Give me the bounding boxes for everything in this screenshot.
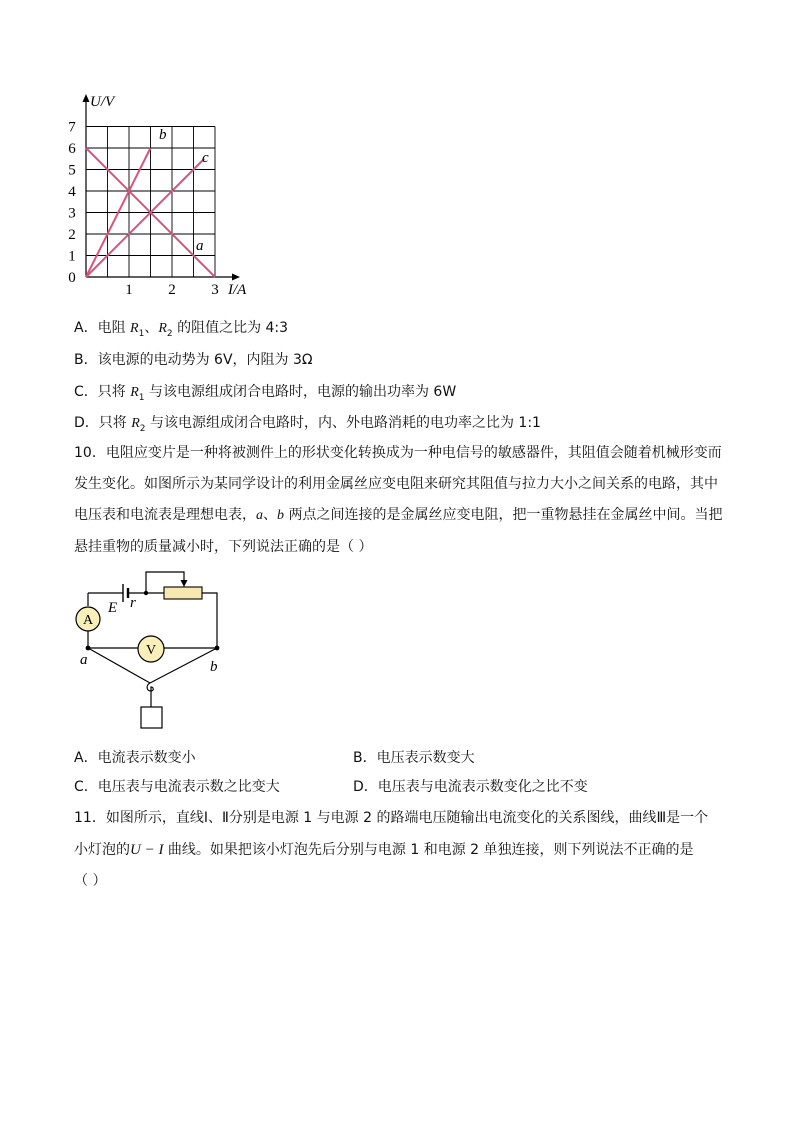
x-axis-label: I/A: [228, 282, 247, 298]
r1-subscript: 1: [138, 328, 145, 339]
series-line-c: [86, 159, 204, 277]
y-tick-label: 6: [68, 141, 76, 157]
q10-line-3: [74, 505, 722, 526]
line-label-b: b: [159, 127, 167, 143]
hook: [147, 683, 153, 699]
r2-symbol: R: [158, 321, 167, 336]
q9-option-d-post: 与该电源组成闭合电路时，内、外电路消耗的电功率之比为 1:1: [145, 415, 541, 431]
q11-line-1: 11．如图所示，直线Ⅰ、Ⅱ分别是电源 1 与电源 2 的路端电压随输出电流变化的关系图线，曲线Ⅲ是一个: [74, 810, 709, 826]
x-tick-label: 1: [125, 282, 133, 298]
q10-line-3-post: 两点之间连接的是金属丝应变电阻，把一重物悬挂在金属丝中间。当把: [284, 507, 723, 523]
q11-line-2-post: 曲线。如果把该小灯泡先后分别与电源 1 和电源 2 单独连接，则下列说法不正确的是: [163, 842, 694, 858]
rheostat-slider-arrow: [181, 580, 188, 587]
y-axis-label: U/V: [90, 94, 115, 110]
y-tick-label: 3: [68, 205, 76, 222]
x-tick-label: 3: [211, 282, 219, 298]
q10-option-d: D．电压表与电流表示数变化之比不变: [353, 779, 588, 795]
rheostat: [164, 587, 202, 599]
r2-symbol: R: [131, 416, 140, 431]
q9-option-a: [74, 318, 288, 344]
point-a-label: a: [80, 652, 88, 668]
q9-option-a-post: 的阻值之比为 4:3: [172, 320, 289, 336]
y-axis-arrow: [83, 94, 90, 102]
q10-line-2: 发生变化。如图所示为某同学设计的利用金属丝应变电阻来研究其阻值与拉力大小之间关系的电路，其中: [74, 476, 718, 492]
y-tick-label: 7: [68, 119, 76, 136]
q10-option-a: A．电流表示数变小: [74, 750, 196, 766]
q10-line-3-sep: 、: [263, 507, 277, 523]
point-a-symbol: a: [256, 508, 263, 523]
q9-option-c-post: 与该电源组成闭合电路时，电源的输出功率为 6W: [144, 384, 457, 400]
r1-symbol: R: [130, 385, 139, 400]
q9-option-b: B．该电源的电动势为 6V，内阻为 3Ω: [74, 352, 313, 368]
q10-line-3-pre: 电压表和电流表是理想电表，: [74, 507, 256, 523]
r2-subscript: 2: [166, 328, 173, 339]
strain-gauge-circuit: [60, 560, 260, 740]
hanging-weight: [141, 707, 162, 728]
q9-option-a-pre: A．电阻: [74, 320, 131, 336]
r2-subscript: 2: [139, 423, 146, 434]
y-tick-label: 5: [68, 162, 76, 179]
point-b-label: b: [210, 659, 218, 675]
line-label-c: c: [202, 150, 209, 166]
q11-line-2-pre: 小灯泡的: [74, 842, 130, 858]
q10-option-b: B．电压表示数变大: [353, 750, 475, 766]
r1-subscript: 1: [138, 392, 145, 403]
q11-line-3: （ ）: [74, 873, 107, 889]
internal-resistance-label: r: [130, 595, 136, 611]
u-i-graph: [60, 90, 260, 300]
y-tick-label: 2: [68, 227, 76, 243]
x-tick-label: 2: [168, 282, 176, 298]
q11-line-2: [74, 840, 694, 860]
q9-option-d: [74, 413, 541, 439]
q9-option-c: [74, 382, 456, 408]
point-b-symbol: b: [277, 508, 284, 523]
r1-symbol: R: [130, 321, 139, 336]
y-tick-label: 1: [68, 248, 76, 265]
q9-option-a-mid: 、: [144, 320, 159, 336]
q10-option-c: C．电压表与电流表示数之比变大: [74, 779, 280, 795]
wire-top-right: [202, 593, 217, 648]
y-tick-label: 0: [68, 270, 76, 286]
voltmeter-label: V: [145, 643, 157, 658]
q9-option-d-pre: D．只将: [74, 415, 132, 431]
y-tick-label: 4: [68, 184, 76, 200]
q9-option-c-pre: C．只将: [74, 384, 131, 400]
q10-line-4: 悬挂重物的质量减小时，下列说法正确的是（ ）: [74, 539, 373, 555]
ammeter-label: A: [82, 613, 94, 628]
x-axis-arrow: [232, 274, 240, 281]
emf-label: E: [108, 600, 118, 616]
graph-axes: [83, 94, 241, 281]
line-label-a: a: [196, 238, 204, 254]
q10-line-1: 10．电阻应变片是一种将被测件上的形状变化转换成为一种电信号的敏感器件，其阻值会随着机械形变而: [74, 445, 722, 461]
u-i-symbol: U − I: [130, 842, 164, 858]
